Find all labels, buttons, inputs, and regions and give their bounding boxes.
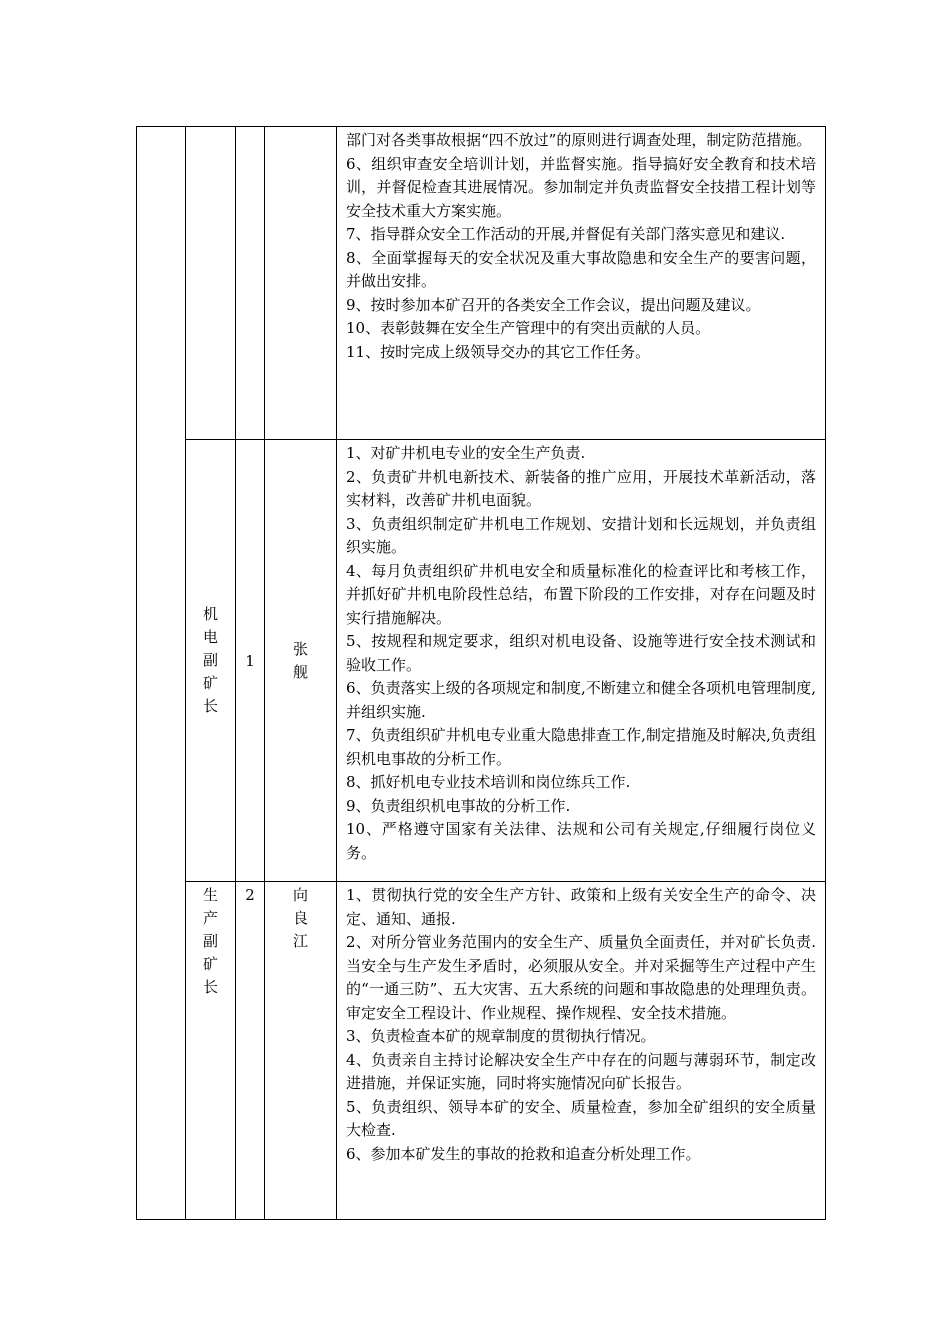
duty-item: 6、参加本矿发生的事故的抢救和追查分析处理工作。: [346, 1144, 701, 1163]
duty-item: 7、指导群众安全工作活动的开展,并督促有关部门落实意见和建议.: [346, 225, 786, 243]
duty-item: 7、负责组织矿井机电专业重大隐患排查工作,制定措施及时解决,负责组织机电事故的分析工作。: [346, 726, 816, 768]
count-cell: [236, 127, 265, 440]
duty-table: [136, 126, 826, 1220]
duty-item: 9、按时参加本矿召开的各类安全工作会议，提出问题及建议。: [346, 295, 761, 314]
position-cell: [186, 127, 236, 440]
duty-item: 4、每月负责组织矿井机电安全和质量标准化的检查评比和考核工作，并抓好矿井机电阶段性总结，布置下阶段的工作安排，对存在问题及时实行措施解决。: [346, 561, 816, 627]
duty-item: 8、抓好机电专业技术培训和岗位练兵工作.: [346, 773, 631, 791]
count-cell: 1: [236, 440, 265, 882]
duty-item: 8、全面掌握每天的安全状况及重大事故隐患和安全生产的要害问题，并做出安排。: [346, 248, 816, 290]
position-cell: 机电副矿长: [186, 440, 236, 882]
duty-item: 6、负责落实上级的各项规定和制度,不断建立和健全各项机电管理制度,并组织实施.: [346, 679, 816, 721]
duty-item: 9、负责组织机电事故的分析工作.: [346, 796, 571, 815]
count-cell: 2: [236, 882, 265, 1220]
name-cell: 张舰: [265, 440, 337, 882]
duties-cell: [337, 440, 826, 882]
duty-item: 3、负责检查本矿的规章制度的贯彻执行情况。: [346, 1027, 656, 1045]
table-row: [137, 127, 826, 440]
duty-item: 10、严格遵守国家有关法律、法规和公司有关规定,仔细履行岗位义务。: [346, 820, 816, 862]
table-row: [137, 882, 826, 1220]
duty-item: 6、组织审查安全培训计划，并监督实施。指导搞好安全教育和技术培训，并督促检查其进展情况。参加制定并负责监督安全技措工程计划等安全技术重大方案实施。: [346, 154, 816, 220]
name-cell: 向良江: [265, 882, 337, 1220]
duty-item: 2、对所分管业务范围内的安全生产、质量负全面责任，并对矿长负责.当安全与生产发生矛盾时，必须服从安全。并对采掘等生产过程中产生的“一通三防”、五大灾害、五大系统的问题和事故隐患的处理理负责。审定安全工程设计、作业规程、操作规程、安全技术措施。: [346, 933, 816, 1022]
duty-item: 1、对矿井机电专业的安全生产负责.: [346, 444, 586, 462]
position-cell: 生产副矿长: [186, 882, 236, 1220]
duty-item: 5、负责组织、领导本矿的安全、质量检查，参加全矿组织的安全质量大检查.: [346, 1097, 816, 1139]
duty-item: 2、负责矿井机电新技术、新装备的推广应用，开展技术革新活动，落实材料，改善矿井机电面貌。: [346, 467, 816, 509]
duty-item: 10、表彰鼓舞在安全生产管理中的有突出贡献的人员。: [346, 319, 711, 337]
duties-cell: [337, 882, 826, 1220]
duty-item: 1、贯彻执行党的安全生产方针、政策和上级有关安全生产的命令、决定、通知、通报.: [346, 886, 816, 928]
department-cell: [137, 127, 186, 1220]
duty-item: 3、负责组织制定矿井机电工作规划、安措计划和长远规划，并负责组织实施。: [346, 514, 816, 556]
duties-cell: [337, 127, 826, 440]
duty-item: 4、负责亲自主持讨论解决安全生产中存在的问题与薄弱环节，制定改进措施，并保证实施，同时将实施情况向矿长报告。: [346, 1050, 816, 1092]
duty-item: 部门对各类事故根据“四不放过”的原则进行调查处理，制定防范措施。: [346, 131, 812, 149]
duty-item: 5、按规程和规定要求，组织对机电设备、设施等进行安全技术测试和验收工作。: [346, 632, 816, 674]
name-cell: [265, 127, 337, 440]
duty-item: 11、按时完成上级领导交办的其它工作任务。: [346, 342, 651, 361]
table-row: [137, 440, 826, 882]
